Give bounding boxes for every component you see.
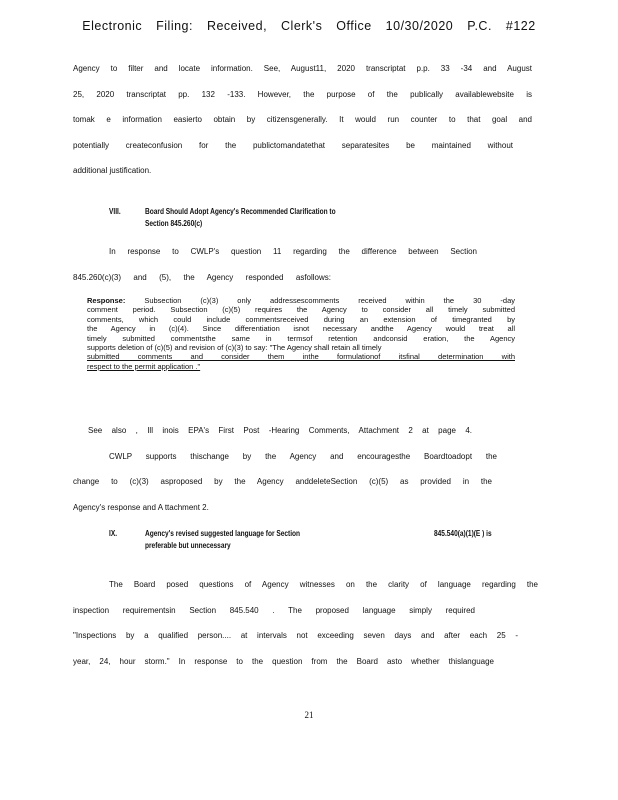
section-heading: Board Should Adopt Agency's Recommended Clarification to bbox=[145, 207, 336, 216]
paragraph-line: 845.260(c)(3) and (5), the Agency responded asfollows: bbox=[73, 273, 331, 282]
paragraph-line: In response to CWLP's question 11 regarding the difference between Section bbox=[109, 247, 477, 256]
quote-text: Subsection (c)(3) only addressescomments received within the 30 -day bbox=[144, 296, 515, 305]
section-number: VIII. bbox=[109, 207, 121, 216]
section-heading: 845.540(a)(1)(E ) is bbox=[434, 529, 492, 538]
citation-line: See also , Ill inois EPA's First Post -Hearing Comments, Attachment 2 at page 4. bbox=[88, 426, 472, 435]
quote-line-underlined: submitted comments and consider them inthe formulationof itsfinal determination with bbox=[87, 352, 515, 362]
paragraph-line: Agency's response and A ttachment 2. bbox=[73, 503, 209, 512]
quote-line-underlined: respect to the permit application ." bbox=[87, 361, 201, 371]
response-label: Response: bbox=[87, 296, 126, 305]
paragraph-line: 25, 2020 transcriptat pp. 132 -133. However, the purpose of the publically availablewebsite is bbox=[73, 90, 532, 99]
section-heading: Agency's revised suggested language for Section bbox=[145, 529, 301, 538]
section-heading: Section 845.260(c) bbox=[145, 219, 203, 228]
paragraph-line: CWLP supports thischange by the Agency and encouragesthe Boardtoadopt the bbox=[109, 452, 497, 461]
quote-line: the Agency in (c)(4). Since differentiation isnot necessary andthe Agency would treat all bbox=[87, 324, 515, 334]
paragraph-line: inspection requirementsin Section 845.540 . The proposed language simply required bbox=[73, 606, 475, 615]
paragraph-line: potentially createconfusion for the publictomandatethat separatesites be maintained without bbox=[73, 141, 513, 150]
quote-line: comments, which could include commentsreceived during an extension of timegranted by bbox=[87, 314, 515, 324]
paragraph-line: tomak e information easierto obtain by citizensgenerally. It would run counter to that goal and bbox=[73, 115, 532, 124]
section-heading: preferable but unnecessary bbox=[145, 541, 231, 550]
quoted-response bbox=[87, 296, 515, 371]
quote-line: supports deletion of (c)(5) and revision of (c)(3) to say: "The Agency shall retain all timely bbox=[87, 343, 382, 353]
paragraph-line: change to (c)(3) asproposed by the Agency anddeleteSection (c)(5) as provided in the bbox=[73, 477, 492, 486]
paragraph-line: The Board posed questions of Agency witnesses on the clarity of language regarding the bbox=[109, 580, 538, 589]
quote-line: timely submitted commentsthe same in termsof retention andconsid eration, the Agency bbox=[87, 333, 515, 343]
paragraph-line: year, 24, hour storm." In response to the question from the Board asto whether thislanguage bbox=[73, 657, 494, 666]
quote-line: comment period. Subsection (c)(5) requires the Agency to consider all timely submitted bbox=[87, 305, 515, 315]
page-number: 21 bbox=[304, 710, 314, 720]
paragraph-line: Agency to filter and locate information. See, August11, 2020 transcriptat p.p. 33 -34 and August bbox=[73, 64, 532, 73]
paragraph-line: additional justification. bbox=[73, 166, 152, 175]
quote-line bbox=[87, 296, 515, 305]
section-number: IX. bbox=[109, 529, 118, 538]
paragraph-line: "Inspections by a qualified person.... at intervals not exceeding seven days and after each 25 - bbox=[73, 631, 518, 640]
filing-header: Electronic Filing: Received, Clerk's Office 10/30/2020 P.C. #122 bbox=[82, 19, 536, 33]
